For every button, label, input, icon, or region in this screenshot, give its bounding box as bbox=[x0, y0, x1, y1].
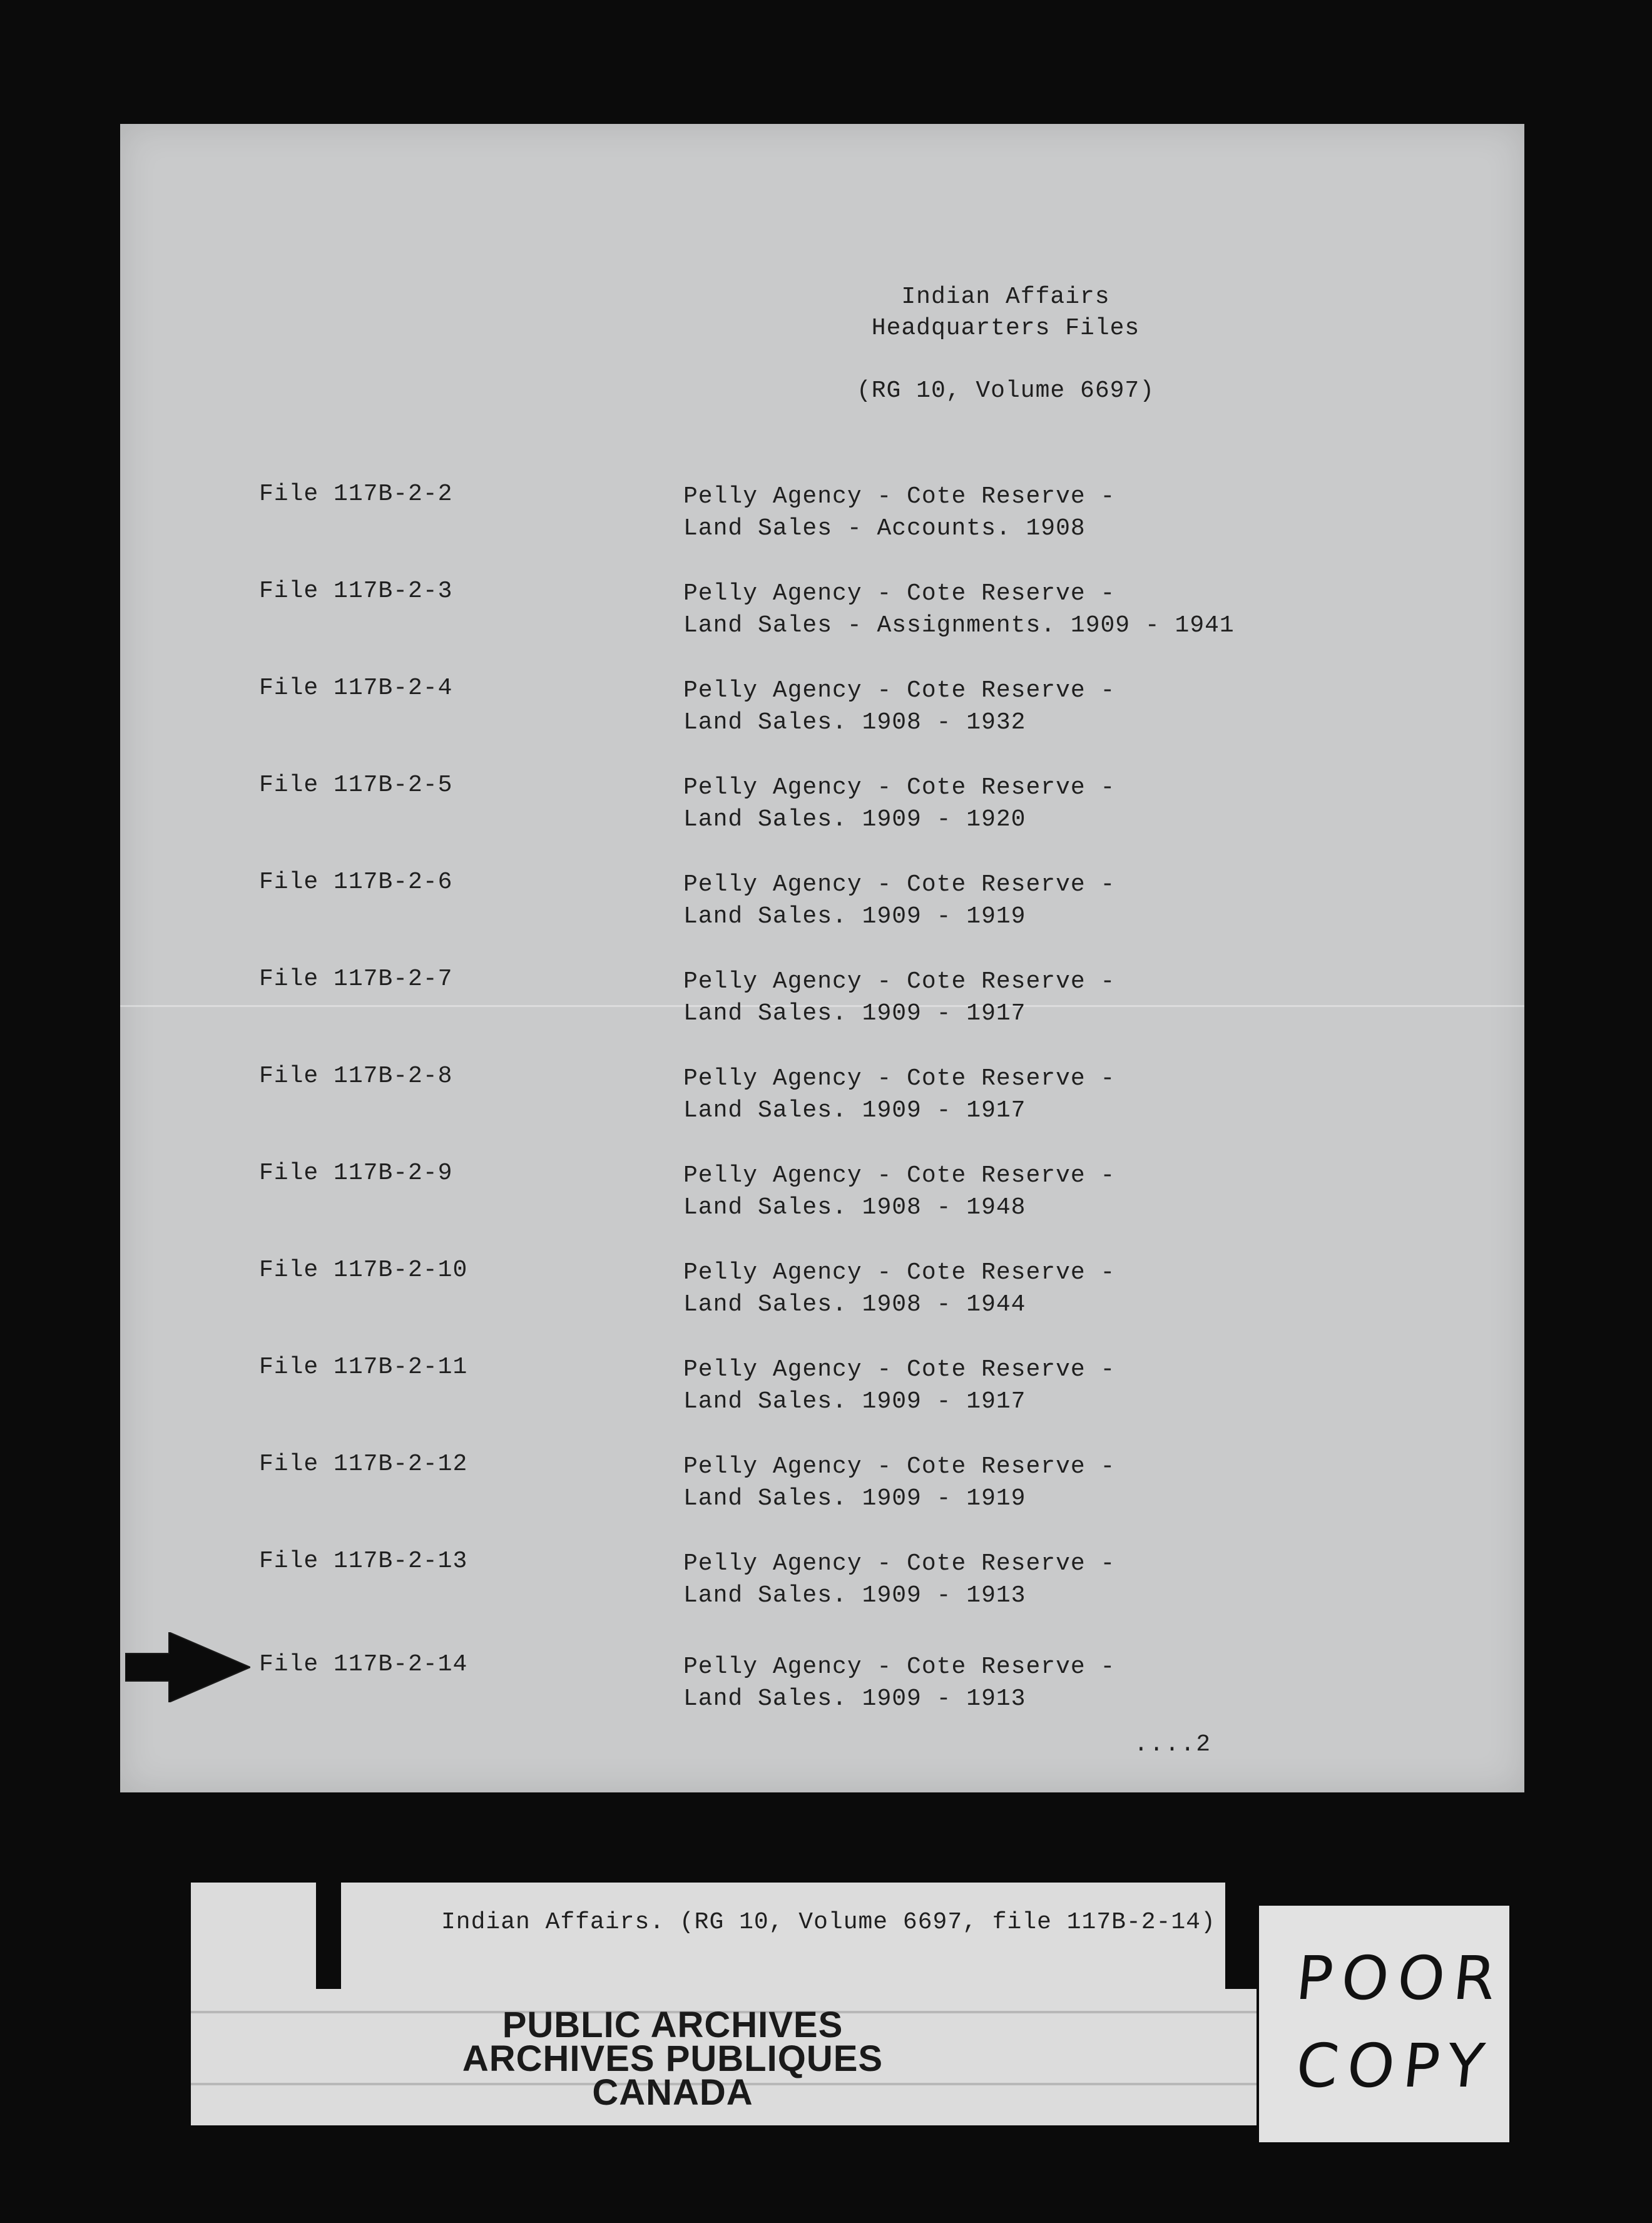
file-description bbox=[683, 1063, 1115, 1127]
file-entry bbox=[120, 1354, 1524, 1423]
desc-line-1: Pelly Agency - Cote Reserve - bbox=[683, 1453, 1116, 1480]
file-number: File 117B-2-3 bbox=[259, 578, 453, 605]
desc-line-2: Land Sales. 1909 - 1919 bbox=[683, 1485, 1026, 1512]
desc-line-2: Land Sales. 1909 - 1917 bbox=[683, 1000, 1026, 1027]
file-description bbox=[683, 772, 1115, 836]
desc-line-2: Land Sales. 1908 - 1948 bbox=[683, 1194, 1026, 1221]
desc-line-2: Land Sales. 1909 - 1917 bbox=[683, 1388, 1026, 1415]
file-description bbox=[683, 1354, 1115, 1418]
desc-line-2: Land Sales. 1909 - 1920 bbox=[683, 806, 1026, 833]
header-line-3: (RG 10, Volume 6697) bbox=[856, 377, 1155, 404]
file-number: File 117B-2-11 bbox=[259, 1354, 468, 1381]
file-entry bbox=[120, 869, 1524, 938]
file-number: File 117B-2-12 bbox=[259, 1451, 468, 1478]
desc-line-2: Land Sales. 1909 - 1913 bbox=[683, 1582, 1026, 1609]
archive-name-en: PUBLIC ARCHIVES bbox=[502, 2005, 844, 2045]
file-number: File 117B-2-8 bbox=[259, 1063, 453, 1090]
desc-line-1: Pelly Agency - Cote Reserve - bbox=[683, 774, 1116, 801]
desc-line-1: Pelly Agency - Cote Reserve - bbox=[683, 1356, 1116, 1383]
file-entry bbox=[120, 675, 1524, 744]
file-description bbox=[683, 1651, 1115, 1715]
file-number: File 117B-2-14 bbox=[259, 1651, 468, 1678]
file-entry bbox=[120, 1651, 1524, 1720]
continuation-marker: ....2 bbox=[1134, 1731, 1212, 1758]
desc-line-2: Land Sales. 1909 - 1913 bbox=[683, 1685, 1026, 1712]
header-line-2: Headquarters Files bbox=[871, 315, 1140, 342]
file-number: File 117B-2-13 bbox=[259, 1548, 468, 1575]
file-number: File 117B-2-6 bbox=[259, 869, 453, 896]
file-entry bbox=[120, 966, 1524, 1035]
desc-line-1: Pelly Agency - Cote Reserve - bbox=[683, 483, 1116, 510]
document-page bbox=[120, 124, 1524, 1792]
desc-line-1: Pelly Agency - Cote Reserve - bbox=[683, 580, 1116, 607]
file-number: File 117B-2-9 bbox=[259, 1160, 453, 1187]
header-line-1: Indian Affairs bbox=[901, 284, 1110, 310]
file-number: File 117B-2-2 bbox=[259, 481, 453, 508]
file-description bbox=[683, 1160, 1115, 1224]
desc-line-1: Pelly Agency - Cote Reserve - bbox=[683, 871, 1116, 898]
file-number: File 117B-2-10 bbox=[259, 1257, 468, 1284]
desc-line-2: Land Sales - Assignments. 1909 - 1941 bbox=[683, 612, 1235, 639]
desc-line-1: Pelly Agency - Cote Reserve - bbox=[683, 968, 1116, 995]
desc-line-2: Land Sales. 1909 - 1917 bbox=[683, 1097, 1026, 1124]
file-entry bbox=[120, 1160, 1524, 1229]
card-notch-right bbox=[1225, 1883, 1257, 1989]
desc-line-1: Pelly Agency - Cote Reserve - bbox=[683, 1653, 1116, 1680]
archive-label-card bbox=[191, 1883, 1257, 2125]
archive-name-fr: ARCHIVES PUBLIQUES bbox=[462, 2038, 884, 2079]
file-description bbox=[683, 1548, 1115, 1612]
desc-line-1: Pelly Agency - Cote Reserve - bbox=[683, 1065, 1116, 1092]
file-entry bbox=[120, 578, 1524, 646]
file-entry bbox=[120, 1451, 1524, 1520]
file-list bbox=[120, 124, 1524, 1792]
file-entry bbox=[120, 481, 1524, 549]
pointer-arrow-icon bbox=[125, 1632, 250, 1702]
poor-copy-label bbox=[1259, 1906, 1509, 2142]
stamp-word-2: COPY bbox=[1293, 2031, 1496, 2101]
file-description bbox=[683, 675, 1115, 738]
file-description bbox=[683, 481, 1115, 544]
desc-line-1: Pelly Agency - Cote Reserve - bbox=[683, 1259, 1116, 1286]
desc-line-2: Land Sales. 1908 - 1932 bbox=[683, 709, 1026, 736]
file-number: File 117B-2-4 bbox=[259, 675, 453, 702]
file-entry bbox=[120, 1548, 1524, 1617]
stamp-word-1: POOR bbox=[1293, 1943, 1508, 2013]
archive-country: CANADA bbox=[592, 2072, 753, 2113]
file-description bbox=[683, 1257, 1115, 1321]
desc-line-2: Land Sales. 1909 - 1919 bbox=[683, 903, 1026, 930]
desc-line-2: Land Sales - Accounts. 1908 bbox=[683, 515, 1086, 542]
desc-line-1: Pelly Agency - Cote Reserve - bbox=[683, 677, 1116, 704]
desc-line-1: Pelly Agency - Cote Reserve - bbox=[683, 1550, 1116, 1577]
file-number: File 117B-2-7 bbox=[259, 966, 453, 993]
file-reference: Indian Affairs. (RG 10, Volume 6697, file 117B-2-14) bbox=[441, 1909, 1216, 1936]
file-description bbox=[683, 1451, 1115, 1515]
card-notch-left bbox=[316, 1883, 341, 1989]
file-number: File 117B-2-5 bbox=[259, 772, 453, 799]
file-entry bbox=[120, 1257, 1524, 1326]
desc-line-2: Land Sales. 1908 - 1944 bbox=[683, 1291, 1026, 1318]
desc-line-1: Pelly Agency - Cote Reserve - bbox=[683, 1162, 1116, 1189]
file-description bbox=[683, 966, 1115, 1030]
file-description bbox=[683, 869, 1115, 933]
file-entry bbox=[120, 772, 1524, 841]
file-entry bbox=[120, 1063, 1524, 1132]
file-description bbox=[683, 578, 1235, 641]
